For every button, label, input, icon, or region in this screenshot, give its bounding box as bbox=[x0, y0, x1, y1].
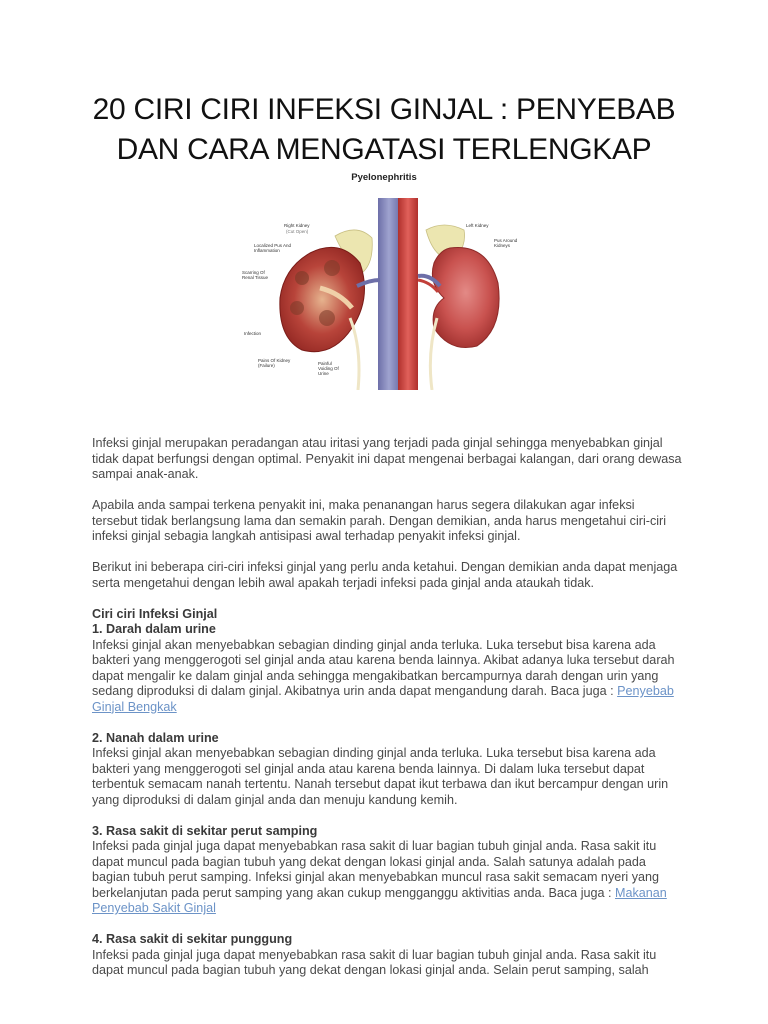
label-painful: Painful Voiding Of Urine bbox=[318, 361, 339, 376]
label-right-kidney: Right Kidney bbox=[284, 223, 310, 228]
intro-paragraph-1: Infeksi ginjal merupakan peradangan atau iritasi yang terjadi pada ginjal sehingga menyebabkan ginjal tidak dapat berfungsi dengan optimal. Penyakit ini dapat mengenai berbagai kalangan, dari orang dewasa sampai anak-anak. bbox=[92, 436, 682, 481]
label-left-kidney: Left Kidney bbox=[466, 223, 489, 228]
section-1 bbox=[92, 607, 682, 716]
label-pains: Pains Of Kidney (Failure) bbox=[258, 358, 291, 368]
section-heading: 4. Rasa sakit di sekitar punggung bbox=[92, 932, 293, 946]
label-right-kidney-sub: (Cut Open) bbox=[286, 229, 309, 234]
section-body: Infeksi ginjal akan menyebabkan sebagian dinding ginjal anda terluka. Luka tersebut bisa karena ada bakteri yang menggerogoti sel ginjal anda atau karena benda lainnya. Di dalam luka tersebut dapat terbentuk semacam nanah tertentu. Nanah tersebut dapat ikut terbawa dan ikut bercampur dengan urin yang diproduksi di dalam ginjal anda dan menuju kandung kemih. bbox=[92, 746, 669, 807]
section-body: Infeksi ginjal akan menyebabkan sebagian dinding ginjal anda terluka. Luka tersebut bisa karena ada bakteri yang menggerogoti sel ginjal anda atau karena benda lainnya. Akibat adanya luka tersebut darah dapat mengalir ke dalam ginjal anda sehingga mengakibatkan bercampurnya darah dengan urin yang sedang diproduksi di dalam ginjal. Akibatnya urin anda dapat mengandung darah. Baca juga : bbox=[92, 637, 675, 698]
section-body: Infeksi pada ginjal juga dapat menyebabkan rasa sakit di luar bagian tubuh ginjal anda. Rasa sakit itu dapat muncul pada bagian tubuh yang dekat dengan lokasi ginjal anda. Selain perut samping, salah bbox=[92, 947, 657, 977]
intro-paragraph-3: Berikut ini beberapa ciri-ciri infeksi ginjal yang perlu anda ketahui. Dengan demikian anda dapat menjaga serta mengetahui dengan lebih awal apakah terjadi infeksi pada ginjal anda ataukah tidak. bbox=[92, 560, 678, 590]
section-2 bbox=[92, 731, 682, 809]
label-pus-around: Pus Around Kidneys bbox=[494, 238, 518, 248]
page-title: 20 CIRI CIRI INFEKSI GINJAL : PENYEBAB DAN CARA MENGATASI TERLENGKAP bbox=[92, 93, 676, 166]
section-heading: 1. Darah dalam urine bbox=[92, 622, 216, 636]
section-body: Infeksi pada ginjal juga dapat menyebabkan rasa sakit di luar bagian tubuh ginjal anda. Rasa sakit itu dapat muncul pada bagian tubuh yang dekat dengan lokasi ginjal anda. Salah satunya adalah pada bagian tubuh perut samping. Infeksi ginjal akan menyebabkan muncul rasa sakit semacam nyeri yang berkelanjutan pada perut samping yang akan cukup mengganggu aktivitias anda. Baca juga : bbox=[92, 839, 660, 900]
kidney-diagram-icon bbox=[222, 168, 546, 390]
section-heading: 2. Nanah dalam urine bbox=[92, 730, 219, 745]
section-heading: 3. Rasa sakit di sekitar perut samping bbox=[92, 823, 318, 838]
figure-caption: Pyelonephritis bbox=[351, 172, 417, 183]
article-body bbox=[92, 436, 682, 994]
pyelonephritis-illustration bbox=[222, 168, 546, 390]
label-localized-pus: Localized Pus And Inflammation bbox=[254, 243, 292, 253]
label-scarring: Scarring Of Renal Tissue bbox=[242, 270, 269, 280]
label-infection: Infection bbox=[244, 331, 262, 336]
link-makanan-penyebab-sakit-ginjal[interactable]: Makanan Penyebab Sakit Ginjal bbox=[92, 885, 667, 915]
intro-paragraph-2: Apabila anda sampai terkena penyakit ini, maka penanangan harus segera dilakukan agar infeksi tersebut tidak berlangsung lama dan semakin parah. Dengan demikian, anda harus mengetahui ciri-ciri infeksi ginjal sebagia langkah antisipasi awal terhadap penyakit infeksi ginjal. bbox=[92, 498, 667, 543]
list-heading: Ciri ciri Infeksi Ginjal bbox=[92, 606, 218, 621]
section-4 bbox=[92, 932, 682, 979]
section-3 bbox=[92, 824, 682, 917]
link-penyebab-ginjal-bengkak[interactable]: Penyebab Ginjal Bengkak bbox=[92, 684, 674, 714]
